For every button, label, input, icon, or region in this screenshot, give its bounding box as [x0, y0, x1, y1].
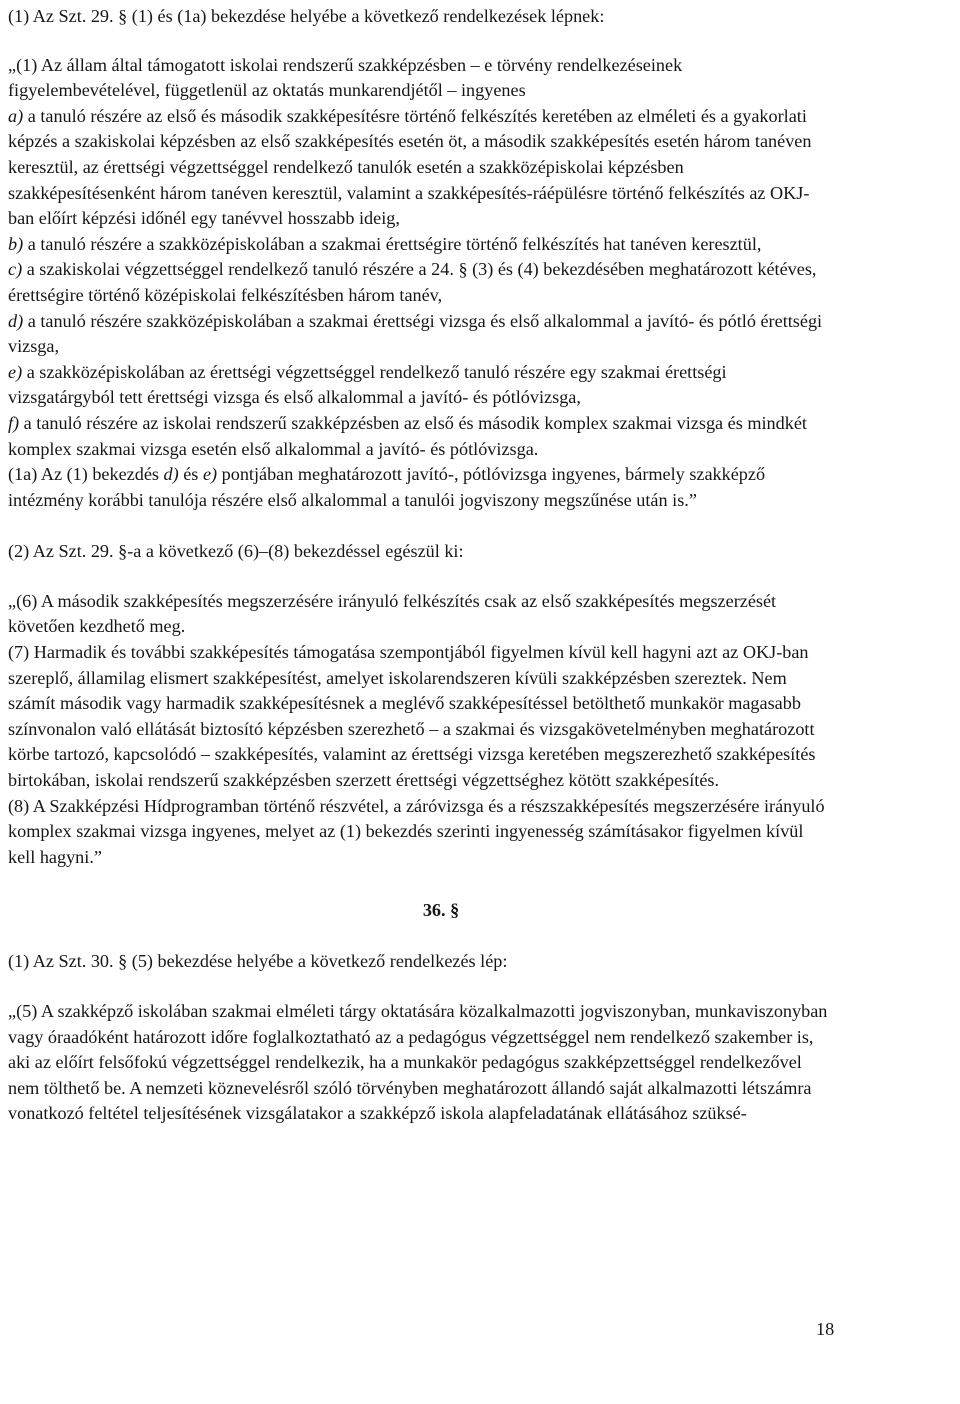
- point-a: [8, 104, 834, 232]
- point-e: [8, 360, 834, 411]
- paragraph-7: (7) Harmadik és további szakképesítés támogatása szempontjából figyelmen kívül kell hagyni azt az OKJ-ban szereplő, államilag elismert szakképesítést, amelyet iskolarendszeren kívüli szakképzésben szereztek. Nem számít második vagy harmadik szakképesítésnek a meglévő szakképesítéssel betölthető munkakör magasabb színvonalon való ellátását biztosító képzésben szerezhető – a szakmai és vizsgakövetelményben meghatározott körbe tartozó, kapcsolódó – szakképesítés, valamint az érettségi vizsga keretében megszerezhető szakképesítés birtokában, iskolai rendszerű szakképzésben szerzett érettségi végzettséghez kötött szakképesítés.: [8, 642, 816, 791]
- point-text: a szakközépiskolában az érettségi végzettséggel rendelkező tanuló részére egy szakmai érettségi vizsgatárgyból tett érettségi vizsga és első alkalommal a javító- és pótlóvizsga,: [8, 361, 727, 408]
- paragraph-8: (8) A Szakképzési Hídprogramban történő részvétel, a záróvizsga és a részszakképesítés megszerzésére irányuló komplex szakmai vizsga ingyenes, melyet az (1) bekezdés szerinti ingyenesség számításakor figyelmen kívül kell hagyni.”: [8, 795, 825, 867]
- point-f: [8, 411, 834, 462]
- text-column: [8, 4, 834, 1127]
- paragraph-6: „(6) A második szakképesítés megszerzésére irányuló felkészítés csak az első szakképesítés megszerzését követően kezdhető meg.: [8, 590, 777, 637]
- quoted-provisions-2: [8, 589, 834, 871]
- quoted-provision-5: „(5) A szakképző iskolában szakmai elméleti tárgy oktatására közalkalmazotti jogviszonyban, munkaviszonyban vagy óraadóként határozott időre foglalkoztatható az a pedagógus végzettséggel nem rendelkező szakember is, aki az előírt felsőfokú végzettséggel rendelkezik, ha a munkakör pedagógus szakképzettséggel rendelkezővel nem tölthető be. A nemzeti köznevelésről szóló törvényben meghatározott állandó saját alkalmazotti létszámra vonatkozó feltétel teljesítésének vizsgálatakor a szakképző iskola alapfeladatának ellátásához szüksé-: [8, 1001, 828, 1124]
- section-heading: 36. §: [422, 900, 460, 921]
- page-number: 18: [816, 1319, 835, 1339]
- point-label: a): [8, 105, 24, 126]
- point-label: b): [8, 233, 24, 254]
- amendment-intro-2: (2) Az Szt. 29. §-a a következő (6)–(8) bekezdéssel egészül ki:: [8, 541, 464, 562]
- quoted-provisions-1: [8, 53, 834, 514]
- point-text: a tanuló részére az első és második szakképesítésre történő felkészítés keretében az elméleti és a gyakorlati képzés a szakiskolai képzésben az első szakképesítés esetén öt, a második szakképesítés esetén három tanéven keresztül, az érettségi végzettséggel rendelkező tanulók esetén a szakközépiskolai képzésben szakképesítésenként három tanéven keresztül, valamint a szakképesítés-ráépülésre történő felkészítés az OKJ-ban előírt képzési időnél egy tanévvel hosszabb ideig,: [8, 105, 812, 229]
- point-text: a tanuló részére szakközépiskolában a szakmai érettségi vizsga és első alkalommal a javító- és pótló érettségi vizsga,: [8, 310, 823, 357]
- point-label: e): [8, 361, 23, 382]
- point-text: a szakiskolai végzettséggel rendelkező tanuló részére a 24. § (3) és (4) bekezdésében meghatározott kétéves, érettségire történő középiskolai felkészítésben három tanév,: [8, 259, 817, 305]
- amendment-intro-3: (1) Az Szt. 30. § (5) bekezdése helyébe a következő rendelkezés lép:: [8, 951, 508, 972]
- point-label: c): [8, 259, 23, 280]
- point-b: [8, 232, 834, 258]
- paragraph-1a: (1a) Az (1) bekezdés d) és e) pontjában meghatározott javító-, pótlóvizsga ingyenes, bármely szakképző intézmény korábbi tanulója részére első alkalommal a tanulói jogviszony megszűnése után is.”: [8, 464, 766, 510]
- point-text: a tanuló részére a szakközépiskolában a szakmai érettségire történő felkészítés hat tanéven keresztül,: [27, 233, 762, 254]
- quote1-para-1: „(1) Az állam által támogatott iskolai rendszerű szakképzésben – e törvény rendelkezéseinek figyelembevételével, függetlenül az oktatás munkarendjétől – ingyenes: [8, 54, 683, 101]
- point-d: [8, 309, 834, 360]
- amendment-intro-1: (1) Az Szt. 29. § (1) és (1a) bekezdése helyébe a következő rendelkezések lépnek:: [8, 6, 605, 26]
- point-label: f): [8, 412, 20, 433]
- point-label: d): [8, 310, 24, 331]
- point-c: [8, 257, 834, 308]
- point-text: a tanuló részére az iskolai rendszerű szakképzésben az első és második komplex szakmai vizsga és mindkét komplex szakmai vizsga esetén első alkalommal a javító- és pótlóvizsga.: [8, 412, 807, 459]
